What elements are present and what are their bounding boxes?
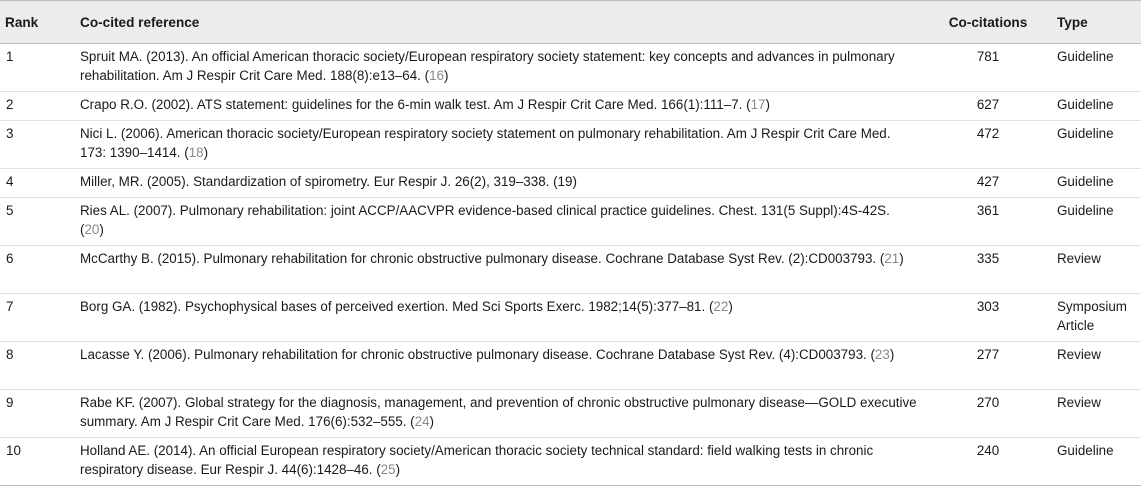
reference-number-link[interactable]: 25 — [380, 462, 396, 477]
citations-cell: 472 — [976, 126, 1000, 141]
reference-close: ) — [889, 347, 895, 362]
reference-text: Rabe KF. (2007). Global strategy for the diagnosis, management, and prevention of chronic obstructive pulmonary disease—GOLD executive summary. Am J Respir Crit Care Med. 176(6):532–555. ( — [80, 395, 917, 429]
reference-cell — [70, 294, 925, 342]
reference-number-link[interactable]: 22 — [713, 299, 729, 314]
reference-text: McCarthy B. (2015). Pulmonary rehabilitation for chronic obstructive pulmonary disease. Cochrane Database Syst Rev. (2):CD003793. ( — [80, 251, 885, 266]
reference-cell — [70, 92, 925, 121]
reference-close: ) — [429, 414, 435, 429]
reference-text: Nici L. (2006). American thoracic society/European respiratory society statement on pulmonary rehabilitation. Am J Respir Crit Care Med. 173: 1390–1414. ( — [80, 126, 891, 160]
reference-text: Ries AL. (2007). Pulmonary rehabilitation: joint ACCP/AACVPR evidence-based clinical practice guidelines. Chest. 131(5 Suppl):4S-42S. ( — [80, 203, 890, 237]
header-type: Type — [1057, 14, 1088, 30]
reference-text: Spruit MA. (2013). An official American thoracic society/European respiratory society statement: key concepts and advances in pulmonary rehabilitation. Am J Respir Crit Care Med. 188(8):e13–64. ( — [80, 49, 895, 83]
rank-cell: 10 — [6, 443, 21, 458]
reference-text: Miller, MR. (2005). Standardization of spirometry. Eur Respir J. 26(2), 319–338. (19) — [80, 174, 577, 189]
table-row — [0, 92, 1141, 121]
type-cell: Guideline — [1057, 49, 1114, 64]
type-cell: Guideline — [1057, 203, 1114, 218]
table-row — [0, 198, 1141, 246]
rank-cell: 4 — [6, 174, 14, 189]
type-cell: Guideline — [1057, 97, 1114, 112]
citations-cell: 427 — [976, 174, 1000, 189]
rank-cell: 9 — [6, 395, 14, 410]
reference-cell — [70, 342, 925, 390]
type-cell: Guideline — [1057, 174, 1114, 189]
table-row — [0, 438, 1141, 486]
rank-cell: 8 — [6, 347, 14, 362]
table-header — [0, 1, 1141, 44]
reference-number-link[interactable]: 17 — [750, 97, 766, 112]
reference-number-link[interactable]: 20 — [84, 222, 100, 237]
type-cell: Review — [1057, 347, 1101, 362]
type-cell: Guideline — [1057, 126, 1114, 141]
header-reference: Co-cited reference — [80, 14, 200, 30]
reference-cell — [70, 438, 925, 486]
citations-cell: 277 — [976, 347, 1000, 362]
reference-close: ) — [395, 462, 401, 477]
reference-text: Borg GA. (1982). Psychophysical bases of perceived exertion. Med Sci Sports Exerc. 1982;14(5):377–81. ( — [80, 299, 714, 314]
citations-cell: 781 — [976, 49, 1000, 64]
citations-cell: 335 — [976, 251, 1000, 266]
type-cell: Review — [1057, 251, 1101, 266]
citations-cell: 240 — [976, 443, 1000, 458]
rank-cell: 1 — [6, 49, 14, 64]
rank-cell: 5 — [6, 203, 14, 218]
reference-close: ) — [443, 68, 449, 83]
citations-cell: 627 — [976, 97, 1000, 112]
table-row — [0, 246, 1141, 294]
reference-number-link[interactable]: 23 — [874, 347, 890, 362]
reference-number-link[interactable]: 21 — [884, 251, 900, 266]
table-row — [0, 342, 1141, 390]
type-cell: Review — [1057, 395, 1101, 410]
table-row — [0, 390, 1141, 438]
header-rank: Rank — [5, 14, 39, 30]
reference-number-link[interactable]: 16 — [429, 68, 444, 83]
reference-close: ) — [203, 145, 209, 160]
rank-cell: 3 — [6, 126, 14, 141]
reference-number-link[interactable]: 24 — [414, 414, 430, 429]
citations-cell: 270 — [976, 395, 1000, 410]
reference-close: ) — [765, 97, 770, 112]
table-row — [0, 44, 1141, 92]
reference-close: ) — [728, 299, 733, 314]
citations-cell: 303 — [976, 299, 1000, 314]
header-row — [0, 1, 1141, 44]
reference-number-link[interactable]: 18 — [188, 145, 204, 160]
header-citations: Co-citations — [948, 14, 1028, 30]
reference-close: ) — [99, 222, 104, 237]
type-cell: Symposium Article — [1057, 299, 1127, 333]
type-cell: Guideline — [1057, 443, 1114, 458]
rank-cell: 6 — [6, 251, 14, 266]
table-body — [0, 44, 1141, 486]
reference-text: Holland AE. (2014). An official European respiratory society/American thoracic society technical standard: field walking tests in chronic respiratory disease. Eur Respir J. 44(6):1428–46. ( — [80, 443, 874, 477]
reference-cell — [70, 44, 925, 92]
reference-cell — [70, 198, 925, 246]
rank-cell: 7 — [6, 299, 14, 314]
reference-text: Crapo R.O. (2002). ATS statement: guidelines for the 6-min walk test. Am J Respir Crit Care Med. 166(1):111–7. ( — [80, 97, 751, 112]
reference-cell — [70, 121, 925, 169]
rank-cell: 2 — [6, 97, 14, 112]
table-row — [0, 169, 1141, 198]
reference-text: Lacasse Y. (2006). Pulmonary rehabilitation for chronic obstructive pulmonary disease. Cochrane Database Syst Rev. (4):CD003793. ( — [80, 347, 875, 362]
reference-close: ) — [899, 251, 904, 266]
table-row — [0, 121, 1141, 169]
citations-cell: 361 — [976, 203, 1000, 218]
reference-cell — [70, 246, 925, 294]
table-row — [0, 294, 1141, 342]
reference-cell — [70, 169, 925, 198]
reference-cell — [70, 390, 925, 438]
